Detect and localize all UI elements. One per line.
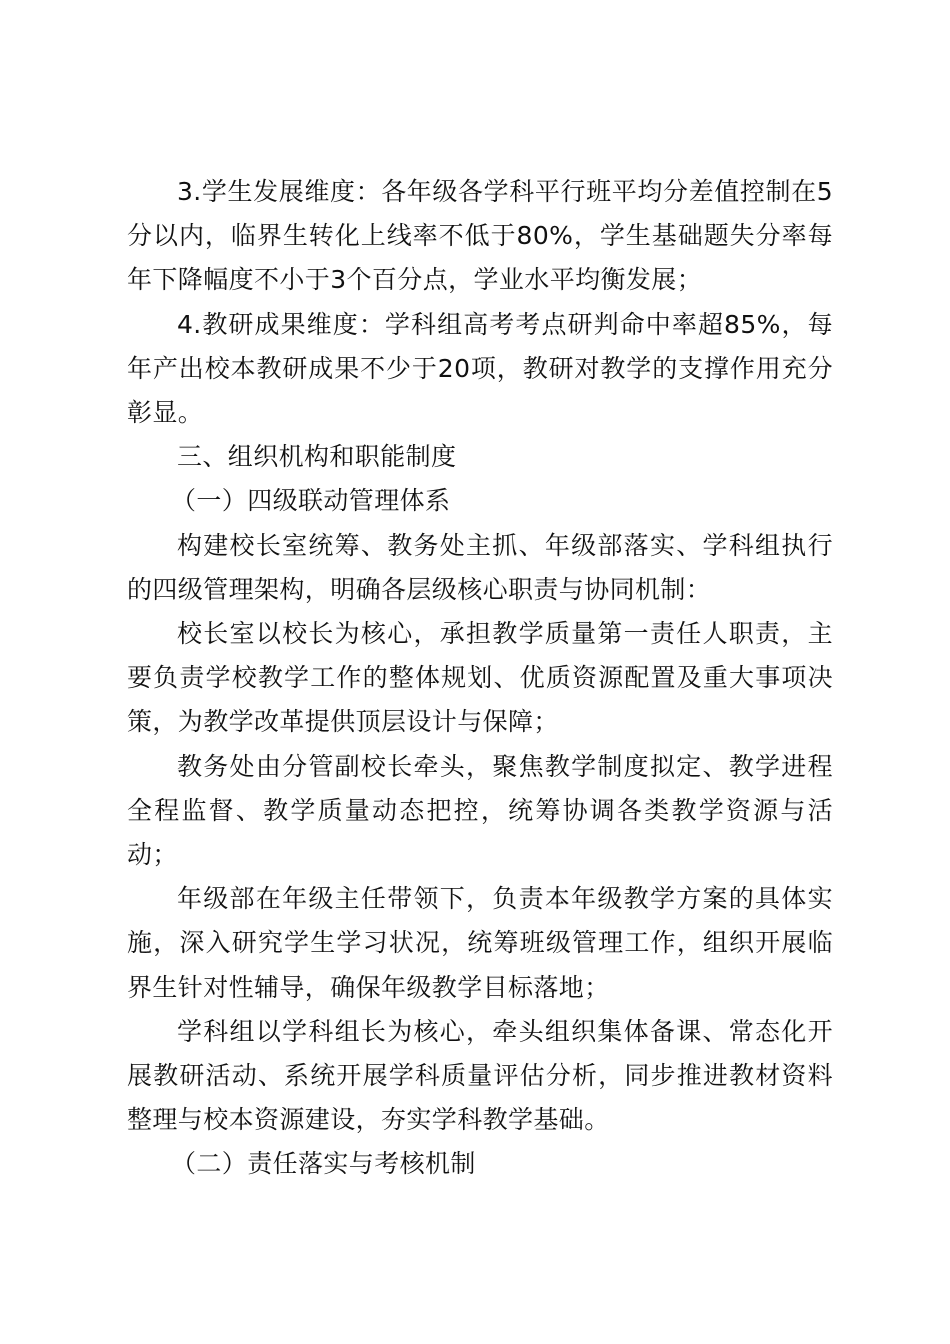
- paragraph-academic-affairs: 教务处由分管副校长牵头，聚焦教学制度拟定、教学进程全程监督、教学质量动态把控，统筹协调各类教学资源与活动；: [127, 751, 833, 870]
- paragraph-grade-department: 年级部在年级主任带领下，负责本年级教学方案的具体实施，深入研究学生学习状况，统筹班级管理工作，组织开展临界生针对性辅导，确保年级教学目标落地；: [127, 884, 833, 1002]
- paragraph-management-structure: 构建校长室统筹、教务处主抓、年级部落实、学科组执行的四级管理架构，明确各层级核心职责与协同机制：: [127, 530, 833, 604]
- paragraph-principal-office: 校长室以校长为核心，承担教学质量第一责任人职责，主要负责学校教学工作的整体规划、优质资源配置及重大事项决策，为教学改革提供顶层设计与保障；: [127, 619, 833, 737]
- subsection-heading-responsibility: （二）责任落实与考核机制: [171, 1149, 476, 1179]
- paragraph-subject-group: 学科组以学科组长为核心，牵头组织集体备课、常态化开展教研活动、系统开展学科质量评估分析，同步推进教材资料整理与校本资源建设，夯实学科教学基础。: [127, 1016, 833, 1135]
- section-heading-organization: 三、组织机构和职能制度: [177, 442, 457, 472]
- subsection-heading-management-system: （一）四级联动管理体系: [171, 486, 451, 516]
- paragraph-research-results: 4.教研成果维度：学科组高考考点研判命中率超85%，每年产出校本教研成果不少于20项，教研对教学的支撑作用充分彰显。: [127, 309, 833, 428]
- paragraph-student-development: 3.学生发展维度：各年级各学科平行班平均分差值控制在5分以内，临界生转化上线率不低于80%，学生基础题失分率每年下降幅度不小于3个百分点，学业水平均衡发展；: [127, 177, 833, 295]
- document-body: [127, 170, 833, 1187]
